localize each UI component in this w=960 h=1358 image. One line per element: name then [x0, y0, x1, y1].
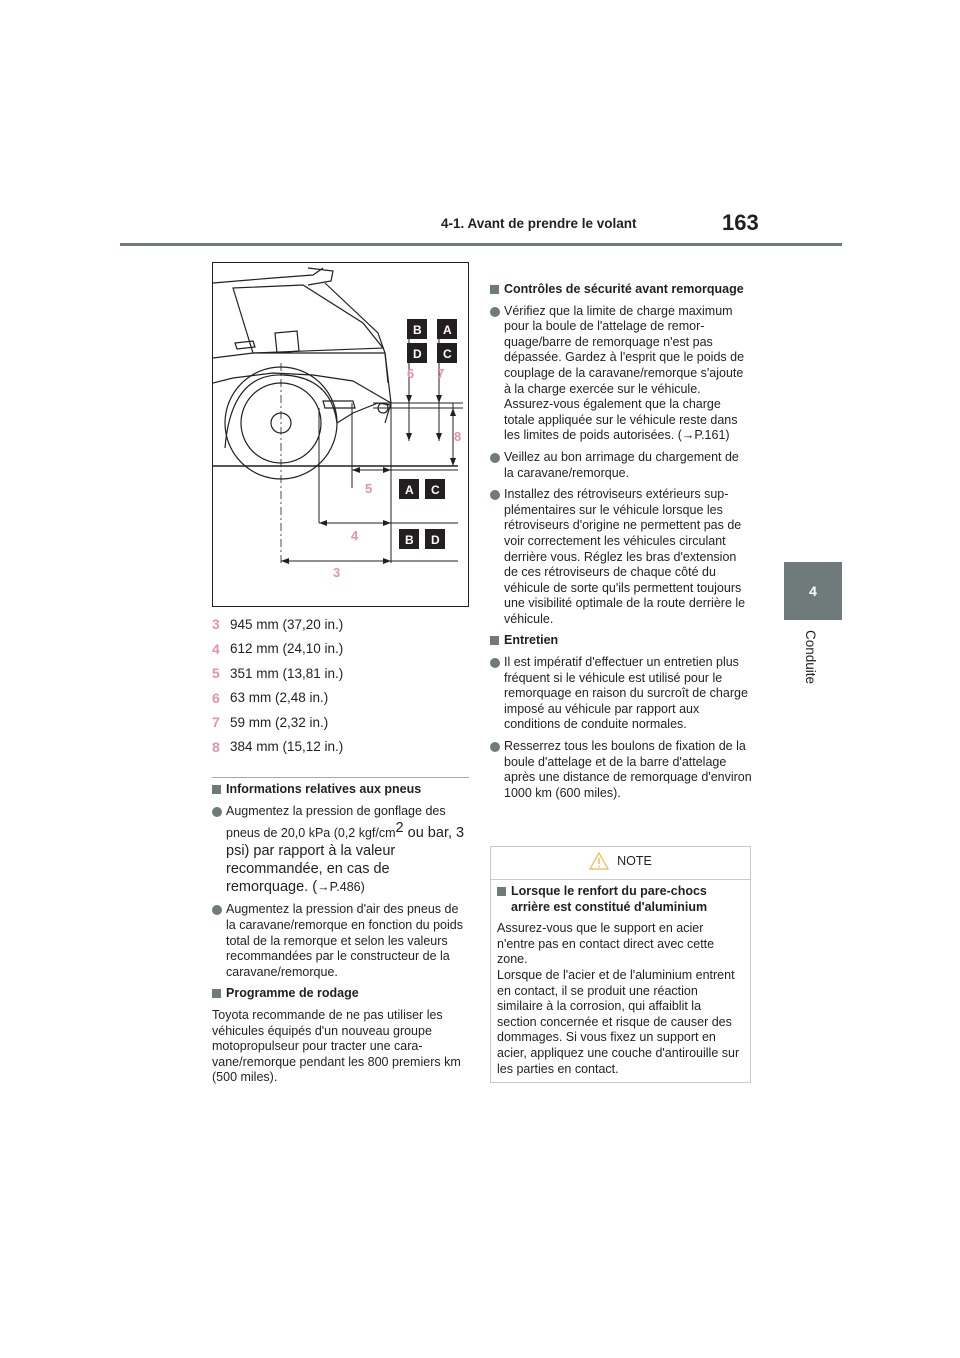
- right-column: [490, 282, 752, 807]
- note-body: [491, 880, 750, 1077]
- safety-heading: [490, 282, 752, 298]
- dimension-value: 63 mm (2,48 in.): [230, 690, 329, 706]
- maintenance-bullet-2-text: Resserrez tous les boulons de fixation de la boule d'attelage et de la barre d'attelage après une distance de remorquage d'environ 1000 km (600 miles).: [504, 739, 752, 800]
- circle-bullet-icon: [490, 658, 500, 668]
- dimension-value: 351 mm (13,81 in.): [230, 665, 344, 681]
- note-text-1: Assurez-vous que le support en acier n'entre pas en contact direct avec cette zone.: [497, 921, 715, 967]
- tires-bullet-1-part-b: ou bar, 3 psi) par rapport à la valeur recommandée, en cas de remorquage. (: [226, 825, 465, 896]
- circle-bullet-icon: [490, 742, 500, 752]
- maintenance-heading: [490, 633, 752, 649]
- callout-5: 5: [365, 481, 373, 496]
- roof-line: [213, 268, 323, 283]
- callout-7: 7: [437, 366, 445, 381]
- circle-bullet-icon: [490, 490, 500, 500]
- note-heading: [497, 884, 744, 915]
- tires-bullet-1-superscript: 2: [395, 820, 404, 837]
- label-box-c-top: C: [443, 347, 452, 361]
- breakin-heading: [212, 986, 470, 1002]
- callout-8: 8: [454, 429, 462, 444]
- tires-heading-text: Informations relatives aux pneus: [226, 782, 422, 796]
- dimension-value: 612 mm (24,10 in.): [230, 641, 344, 657]
- dimension-row: [212, 637, 470, 662]
- circle-bullet-icon: [490, 453, 500, 463]
- tires-bullet-1-part-a: Augmentez la pression de gonflage des pneus de 20,0 kPa (0,2 kgf/cm: [226, 803, 446, 841]
- rear-pillar: [325, 283, 388, 383]
- dimension-number: 3: [212, 616, 220, 633]
- maintenance-bullet-1-text: Il est impératif d'effectuer un entretien plus fréquent si le véhicule est utilisé pour le remorquage en raison du surcroît de charge imposé au véhicule par rapport aux conditions de conduite normales.: [504, 655, 748, 732]
- chapter-tab: 4: [784, 562, 842, 620]
- callout-4: 4: [351, 528, 359, 543]
- header-rule: [120, 243, 842, 246]
- square-bullet-icon: [490, 636, 499, 645]
- tow-bar: [323, 401, 355, 408]
- dimension-row: [212, 661, 470, 686]
- label-box-b-top: B: [413, 323, 422, 337]
- dimension-list: [212, 612, 470, 759]
- rear-window: [233, 285, 383, 353]
- safety-heading-text: Contrôles de sécurité avant remorquage: [504, 282, 744, 296]
- maintenance-heading-text: Entretien: [504, 633, 559, 648]
- note-label: NOTE: [617, 854, 652, 868]
- dimension-row: [212, 612, 470, 637]
- safety-bullet-1-text: Vérifiez que la limite de charge maximum pour la boule de l'attelage de remorquage/barre de remorquage n'est pas dépassée. Gardez à l'esprit que le poids de couplage de la caravane/remorque s'ajoute à la charge exercée sur le véhicule. Assurez-vous également que la charge totale appliquée sur le véhicule reste dans les limites de poids autorisées. (→P.161): [504, 303, 745, 443]
- vehicle-rear-illustration: [213, 263, 469, 607]
- dimension-value: 59 mm (2,32 in.): [230, 714, 329, 730]
- safety-bullet-2: [490, 450, 752, 481]
- square-bullet-icon: [490, 285, 499, 294]
- note-box: [490, 846, 751, 1083]
- callout-3: 3: [333, 565, 341, 580]
- maintenance-bullet-2: [490, 739, 752, 801]
- label-box-c-mid: C: [431, 483, 440, 497]
- door-handle: [235, 341, 255, 349]
- breakin-heading-text: Programme de rodage: [226, 986, 359, 1001]
- tires-bullet-1: [212, 804, 470, 897]
- safety-bullet-3-text: Installez des rétroviseurs extérieurs supplémentaires sur le véhicule lorsque les rétroviseurs d'origine ne permettent pas de voir correctement les véhicules circulant derrière vous. Réglez les bras d'extension de ces rétroviseurs de chaque côté du véhicule de sorte qu'ils permettent toujours une visibilité optimale de la route derrière le véhicule.: [504, 487, 746, 626]
- dimension-value: 945 mm (37,20 in.): [230, 616, 344, 632]
- spoiler: [308, 268, 333, 285]
- circle-bullet-icon: [490, 307, 500, 317]
- safety-bullet-2-text: Veillez au bon arrimage du chargement de la caravane/remorque.: [504, 449, 739, 480]
- section-divider: [212, 777, 469, 778]
- note-text-2: Lorsque de l'acier et de l'aluminium entrent en contact, il se produit une réaction similaire à la corrosion, qui affaiblit la section concernée et risque de causer des dommages. Si vous fixez un support en acier, appliquez une couche d'antirouille sur les parties en contact.: [497, 967, 740, 1076]
- label-box-b-low: B: [405, 533, 414, 547]
- note-heading-text: Lorsque le renfort du pare-chocs arrière est constitué d'aluminium: [511, 884, 708, 914]
- dimension-number: 4: [212, 640, 220, 657]
- circle-bullet-icon: [212, 807, 222, 817]
- dimension-row: [212, 686, 470, 711]
- label-box-a-top: A: [443, 323, 452, 337]
- left-column: [212, 782, 470, 1092]
- tires-bullet-2-text: Augmentez la pression d'air des pneus de la caravane/remorque en fonction du poids total de la remorque et selon les valeurs recommandées par le constructeur de la caravane/remorque.: [226, 902, 463, 979]
- label-box-d-top: D: [413, 347, 422, 361]
- dimension-row: [212, 710, 470, 735]
- body-lower: [213, 373, 391, 423]
- square-bullet-icon: [497, 887, 506, 896]
- tires-bullet-1-page-ref[interactable]: →P.486): [317, 880, 365, 895]
- chapter-label: Conduite: [803, 630, 818, 685]
- square-bullet-icon: [212, 785, 221, 794]
- label-box-a-mid: A: [405, 483, 414, 497]
- safety-bullet-3: [490, 487, 752, 627]
- safety-bullet-1: [490, 304, 752, 444]
- dimension-row: [212, 735, 470, 760]
- label-box-d-low: D: [431, 533, 440, 547]
- maintenance-bullet-1: [490, 655, 752, 733]
- circle-bullet-icon: [212, 905, 222, 915]
- tires-bullet-2: [212, 902, 470, 980]
- warning-triangle-icon: [589, 852, 609, 870]
- callout-6: 6: [407, 366, 415, 381]
- dimension-value: 384 mm (15,12 in.): [230, 739, 344, 755]
- dimension-number: 5: [212, 665, 220, 682]
- section-title: 4-1. Avant de prendre le volant: [441, 216, 637, 231]
- tires-bullet-1-text: [226, 804, 470, 897]
- tires-heading: [212, 782, 470, 798]
- towing-dimensions-figure: [212, 262, 469, 607]
- dimension-number: 6: [212, 689, 220, 706]
- square-bullet-icon: [212, 989, 221, 998]
- breakin-text: Toyota recommande de ne pas utiliser les véhicules équipés d'un nouveau groupe motopropulseur pour tracter une caravane/remorque pendant les 800 premiers km (500 miles).: [212, 1007, 461, 1085]
- page-number: 163: [722, 210, 759, 235]
- dimension-number: 8: [212, 738, 220, 755]
- fuel-lid: [275, 331, 299, 353]
- dimension-number: 7: [212, 714, 220, 731]
- note-header: [491, 847, 750, 875]
